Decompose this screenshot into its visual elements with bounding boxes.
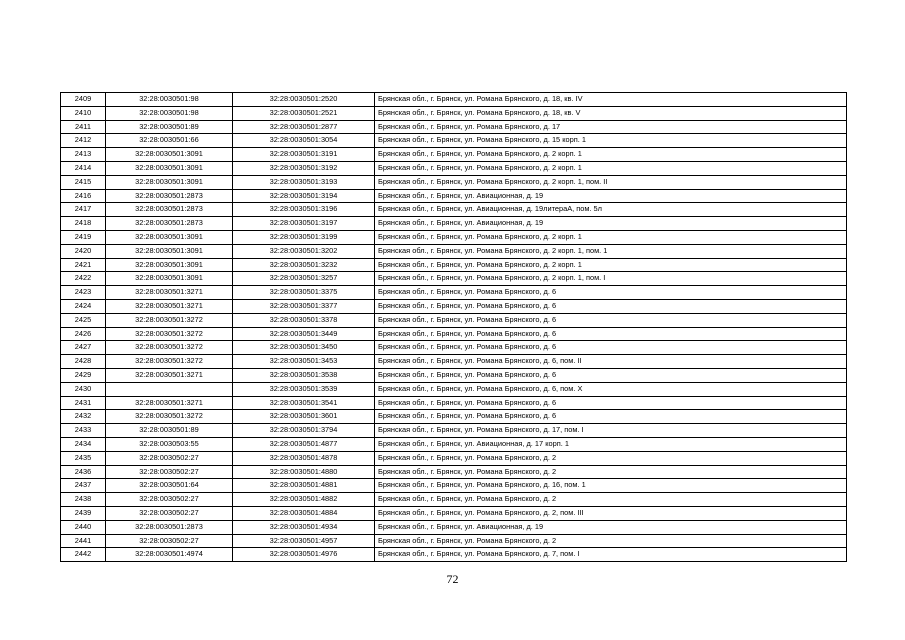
row-number-cell: 2430 (61, 382, 106, 396)
address-cell: Брянская обл., г. Брянск, ул. Романа Брянского, д. 6 (375, 410, 847, 424)
cadastral-number-cell: 32:28:0030501:2877 (233, 120, 375, 134)
table-row (61, 437, 847, 451)
row-number-cell: 2423 (61, 286, 106, 300)
table-row (61, 258, 847, 272)
table-row (61, 203, 847, 217)
parcel-number-cell: 32:28:0030501:3272 (106, 341, 233, 355)
cadastral-number-cell: 32:28:0030501:3194 (233, 189, 375, 203)
parcel-number-cell: 32:28:0030501:3272 (106, 327, 233, 341)
table-row (61, 493, 847, 507)
row-number-cell: 2410 (61, 106, 106, 120)
address-cell: Брянская обл., г. Брянск, ул. Романа Брянского, д. 2 корп. 1 (375, 230, 847, 244)
cadastral-number-cell: 32:28:0030501:4934 (233, 520, 375, 534)
cadastral-number-cell: 32:28:0030501:3794 (233, 424, 375, 438)
parcel-number-cell: 32:28:0030502:27 (106, 451, 233, 465)
row-number-cell: 2416 (61, 189, 106, 203)
row-number-cell: 2431 (61, 396, 106, 410)
row-number-cell: 2429 (61, 368, 106, 382)
row-number-cell: 2415 (61, 175, 106, 189)
row-number-cell: 2418 (61, 217, 106, 231)
table-row (61, 465, 847, 479)
cadastral-number-cell: 32:28:0030501:3191 (233, 148, 375, 162)
cadastral-number-cell: 32:28:0030501:3232 (233, 258, 375, 272)
cadastral-number-cell: 32:28:0030501:4878 (233, 451, 375, 465)
parcel-number-cell: 32:28:0030501:2873 (106, 189, 233, 203)
row-number-cell: 2434 (61, 437, 106, 451)
parcel-number-cell: 32:28:0030501:3271 (106, 396, 233, 410)
row-number-cell: 2412 (61, 134, 106, 148)
address-cell: Брянская обл., г. Брянск, ул. Романа Брянского, д. 6, пом. X (375, 382, 847, 396)
address-cell: Брянская обл., г. Брянск, ул. Романа Брянского, д. 6 (375, 396, 847, 410)
parcel-number-cell: 32:28:0030501:3091 (106, 148, 233, 162)
cadastral-number-cell: 32:28:0030501:4882 (233, 493, 375, 507)
cadastral-number-cell: 32:28:0030501:3196 (233, 203, 375, 217)
table-row (61, 341, 847, 355)
table-row (61, 368, 847, 382)
cadastral-table (60, 92, 847, 562)
cadastral-number-cell: 32:28:0030501:4881 (233, 479, 375, 493)
address-cell: Брянская обл., г. Брянск, ул. Романа Брянского, д. 2 (375, 465, 847, 479)
address-cell: Брянская обл., г. Брянск, ул. Романа Брянского, д. 2 (375, 451, 847, 465)
table-row (61, 244, 847, 258)
cadastral-number-cell: 32:28:0030501:4884 (233, 506, 375, 520)
table-row (61, 106, 847, 120)
parcel-number-cell: 32:28:0030501:64 (106, 479, 233, 493)
row-number-cell: 2414 (61, 161, 106, 175)
parcel-number-cell: 32:28:0030501:3271 (106, 368, 233, 382)
address-cell: Брянская обл., г. Брянск, ул. Романа Брянского, д. 6, пом. II (375, 355, 847, 369)
address-cell: Брянская обл., г. Брянск, ул. Романа Брянского, д. 2 корп. 1, пом. 1 (375, 244, 847, 258)
parcel-number-cell: 32:28:0030501:3272 (106, 313, 233, 327)
table-row (61, 382, 847, 396)
table-row (61, 479, 847, 493)
row-number-cell: 2439 (61, 506, 106, 520)
row-number-cell: 2437 (61, 479, 106, 493)
row-number-cell: 2422 (61, 272, 106, 286)
parcel-number-cell: 32:28:0030501:2873 (106, 217, 233, 231)
address-cell: Брянская обл., г. Брянск, ул. Романа Брянского, д. 7, пом. I (375, 548, 847, 562)
row-number-cell: 2425 (61, 313, 106, 327)
table-row (61, 424, 847, 438)
row-number-cell: 2432 (61, 410, 106, 424)
table-row (61, 120, 847, 134)
table-row (61, 148, 847, 162)
table-row (61, 134, 847, 148)
cadastral-number-cell: 32:28:0030501:3197 (233, 217, 375, 231)
row-number-cell: 2411 (61, 120, 106, 134)
table-row (61, 286, 847, 300)
parcel-number-cell: 32:28:0030501:98 (106, 106, 233, 120)
cadastral-number-cell: 32:28:0030501:3192 (233, 161, 375, 175)
parcel-number-cell: 32:28:0030501:3091 (106, 244, 233, 258)
table-body (61, 93, 847, 562)
parcel-number-cell: 32:28:0030501:3091 (106, 272, 233, 286)
parcel-number-cell: 32:28:0030501:4974 (106, 548, 233, 562)
cadastral-number-cell: 32:28:0030501:3377 (233, 299, 375, 313)
row-number-cell: 2435 (61, 451, 106, 465)
parcel-number-cell: 32:28:0030503:55 (106, 437, 233, 451)
table-row (61, 355, 847, 369)
table-row (61, 313, 847, 327)
row-number-cell: 2420 (61, 244, 106, 258)
cadastral-number-cell: 32:28:0030501:3453 (233, 355, 375, 369)
cadastral-number-cell: 32:28:0030501:3378 (233, 313, 375, 327)
cadastral-number-cell: 32:28:0030501:3375 (233, 286, 375, 300)
cadastral-number-cell: 32:28:0030501:4957 (233, 534, 375, 548)
row-number-cell: 2442 (61, 548, 106, 562)
parcel-number-cell: 32:28:0030501:2873 (106, 203, 233, 217)
cadastral-number-cell: 32:28:0030501:4880 (233, 465, 375, 479)
cadastral-number-cell: 32:28:0030501:3199 (233, 230, 375, 244)
cadastral-number-cell: 32:28:0030501:4976 (233, 548, 375, 562)
table-row (61, 506, 847, 520)
address-cell: Брянская обл., г. Брянск, ул. Романа Брянского, д. 17 (375, 120, 847, 134)
table-row (61, 272, 847, 286)
address-cell: Брянская обл., г. Брянск, ул. Романа Брянского, д. 15 корп. 1 (375, 134, 847, 148)
table-row (61, 534, 847, 548)
row-number-cell: 2426 (61, 327, 106, 341)
address-cell: Брянская обл., г. Брянск, ул. Романа Брянского, д. 6 (375, 313, 847, 327)
row-number-cell: 2441 (61, 534, 106, 548)
address-cell: Брянская обл., г. Брянск, ул. Романа Брянского, д. 2 корп. 1, пом. I (375, 272, 847, 286)
address-cell: Брянская обл., г. Брянск, ул. Романа Брянского, д. 2, пом. III (375, 506, 847, 520)
parcel-number-cell: 32:28:0030501:98 (106, 93, 233, 107)
parcel-number-cell: 32:28:0030501:89 (106, 120, 233, 134)
parcel-number-cell: 32:28:0030501:3091 (106, 161, 233, 175)
cadastral-number-cell: 32:28:0030501:3541 (233, 396, 375, 410)
cadastral-number-cell: 32:28:0030501:2521 (233, 106, 375, 120)
parcel-number-cell: 32:28:0030501:3091 (106, 175, 233, 189)
table-row (61, 396, 847, 410)
parcel-number-cell: 32:28:0030501:3091 (106, 230, 233, 244)
page-number: 72 (446, 572, 459, 586)
address-cell: Брянская обл., г. Брянск, ул. Романа Брянского, д. 2 корп. 1 (375, 148, 847, 162)
row-number-cell: 2436 (61, 465, 106, 479)
address-cell: Брянская обл., г. Брянск, ул. Авиационная, д. 19 (375, 189, 847, 203)
row-number-cell: 2440 (61, 520, 106, 534)
address-cell: Брянская обл., г. Брянск, ул. Авиационная, д. 19литераА, пом. 5л (375, 203, 847, 217)
cadastral-number-cell: 32:28:0030501:3054 (233, 134, 375, 148)
cadastral-number-cell: 32:28:0030501:3601 (233, 410, 375, 424)
table-row (61, 175, 847, 189)
table-row (61, 189, 847, 203)
address-cell: Брянская обл., г. Брянск, ул. Романа Брянского, д. 6 (375, 368, 847, 382)
parcel-number-cell: 32:28:0030501:89 (106, 424, 233, 438)
parcel-number-cell: 32:28:0030501:3271 (106, 299, 233, 313)
parcel-number-cell: 32:28:0030501:3091 (106, 258, 233, 272)
table-row (61, 520, 847, 534)
address-cell: Брянская обл., г. Брянск, ул. Романа Брянского, д. 2 (375, 493, 847, 507)
address-cell: Брянская обл., г. Брянск, ул. Романа Брянского, д. 2 корп. 1 (375, 258, 847, 272)
address-cell: Брянская обл., г. Брянск, ул. Романа Брянского, д. 2 корп. 1, пом. II (375, 175, 847, 189)
table-row (61, 230, 847, 244)
row-number-cell: 2409 (61, 93, 106, 107)
table-row (61, 410, 847, 424)
row-number-cell: 2438 (61, 493, 106, 507)
cadastral-number-cell: 32:28:0030501:3449 (233, 327, 375, 341)
parcel-number-cell: 32:28:0030502:27 (106, 506, 233, 520)
table-row (61, 327, 847, 341)
address-cell: Брянская обл., г. Брянск, ул. Романа Брянского, д. 6 (375, 341, 847, 355)
row-number-cell: 2427 (61, 341, 106, 355)
cadastral-number-cell: 32:28:0030501:2520 (233, 93, 375, 107)
address-cell: Брянская обл., г. Брянск, ул. Романа Брянского, д. 17, пом. I (375, 424, 847, 438)
parcel-number-cell: 32:28:0030501:3272 (106, 355, 233, 369)
cadastral-number-cell: 32:28:0030501:4877 (233, 437, 375, 451)
parcel-number-cell (106, 382, 233, 396)
address-cell: Брянская обл., г. Брянск, ул. Авиационная, д. 17 корп. 1 (375, 437, 847, 451)
address-cell: Брянская обл., г. Брянск, ул. Романа Брянского, д. 16, пом. 1 (375, 479, 847, 493)
address-cell: Брянская обл., г. Брянск, ул. Романа Брянского, д. 6 (375, 286, 847, 300)
cadastral-number-cell: 32:28:0030501:3538 (233, 368, 375, 382)
address-cell: Брянская обл., г. Брянск, ул. Романа Брянского, д. 6 (375, 299, 847, 313)
cadastral-number-cell: 32:28:0030501:3539 (233, 382, 375, 396)
address-cell: Брянская обл., г. Брянск, ул. Романа Брянского, д. 18, кв. IV (375, 93, 847, 107)
address-cell: Брянская обл., г. Брянск, ул. Авиационная, д. 19 (375, 520, 847, 534)
parcel-number-cell: 32:28:0030502:27 (106, 493, 233, 507)
cadastral-number-cell: 32:28:0030501:3193 (233, 175, 375, 189)
parcel-number-cell: 32:28:0030502:27 (106, 534, 233, 548)
table-row (61, 451, 847, 465)
table-row (61, 161, 847, 175)
parcel-number-cell: 32:28:0030501:2873 (106, 520, 233, 534)
table-row (61, 217, 847, 231)
cadastral-number-cell: 32:28:0030501:3257 (233, 272, 375, 286)
table-row (61, 299, 847, 313)
address-cell: Брянская обл., г. Брянск, ул. Романа Брянского, д. 18, кв. V (375, 106, 847, 120)
address-cell: Брянская обл., г. Брянск, ул. Романа Брянского, д. 2 корп. 1 (375, 161, 847, 175)
row-number-cell: 2421 (61, 258, 106, 272)
parcel-number-cell: 32:28:0030502:27 (106, 465, 233, 479)
parcel-number-cell: 32:28:0030501:3271 (106, 286, 233, 300)
row-number-cell: 2433 (61, 424, 106, 438)
address-cell: Брянская обл., г. Брянск, ул. Романа Брянского, д. 6 (375, 327, 847, 341)
parcel-number-cell: 32:28:0030501:3272 (106, 410, 233, 424)
address-cell: Брянская обл., г. Брянск, ул. Романа Брянского, д. 2 (375, 534, 847, 548)
cadastral-number-cell: 32:28:0030501:3450 (233, 341, 375, 355)
table-row (61, 93, 847, 107)
row-number-cell: 2413 (61, 148, 106, 162)
cadastral-number-cell: 32:28:0030501:3202 (233, 244, 375, 258)
row-number-cell: 2428 (61, 355, 106, 369)
row-number-cell: 2417 (61, 203, 106, 217)
row-number-cell: 2424 (61, 299, 106, 313)
parcel-number-cell: 32:28:0030501:66 (106, 134, 233, 148)
table-row (61, 548, 847, 562)
address-cell: Брянская обл., г. Брянск, ул. Авиационная, д. 19 (375, 217, 847, 231)
row-number-cell: 2419 (61, 230, 106, 244)
